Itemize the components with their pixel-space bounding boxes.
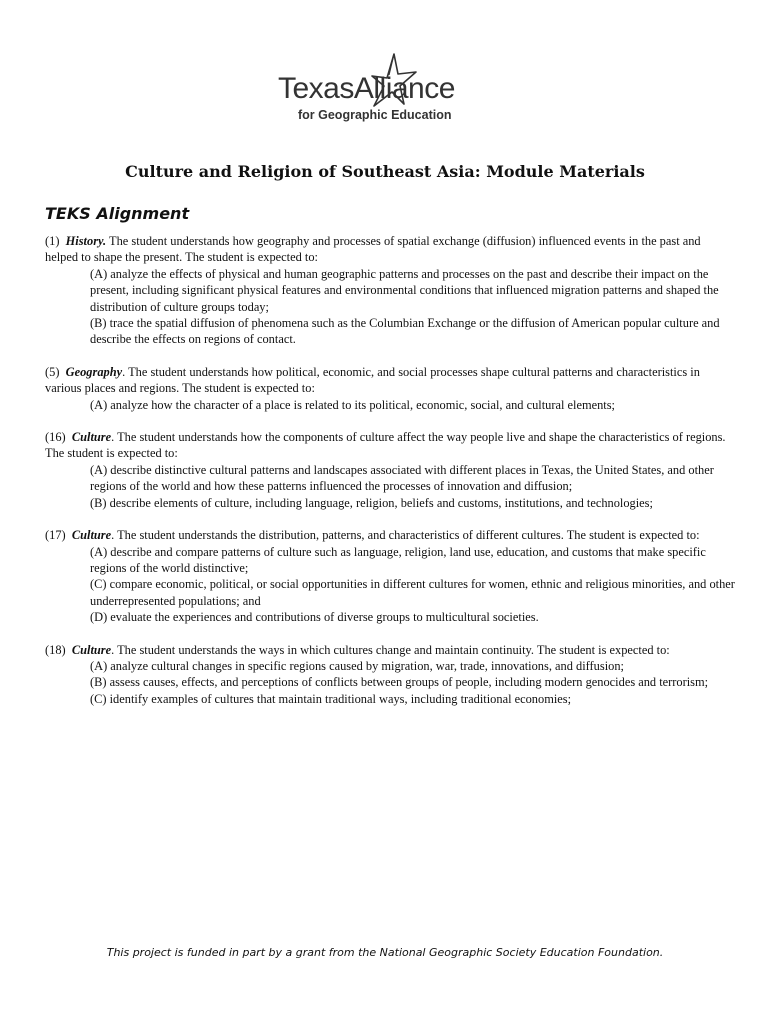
section-heading: TEKS Alignment [45,204,190,223]
standard-number: (1) [45,234,60,248]
standard-intro [45,429,735,462]
standard-intro [45,642,735,658]
funding-footer: This project is funded in part by a grant from the National Geographic Society Education Foundation. [106,946,664,959]
standard-label: Culture [71,430,112,445]
standard-item: (A) analyze how the character of a place is related to its political, economic, social, and cultural elements; [90,397,616,412]
standard-item: (A) analyze cultural changes in specific regions caused by migration, war, trade, innovations, and diffusion; [90,658,624,673]
standard-text: The student understands how geography and processes of spatial exchange (diffusion) influenced events in the past and helped to shape the present. The student is expected to: [45,234,701,265]
standard-16 [45,429,735,511]
standard-item: (C) compare economic, political, or social opportunities in different cultures for women, ethnic and religious minorities, and other underrepresented populations; and [90,577,735,608]
standard-18 [45,642,735,708]
standard-text: . The student understands the ways in which cultures change and maintain continuity. The student is expected to: [111,642,670,657]
standard-number: (16) [45,430,66,445]
standard-label: Culture [71,642,112,657]
standard-item: (A) describe and compare patterns of culture such as language, religion, land use, education, and customs that make specific regions of the world distinctive; [90,544,706,575]
standard-number: (18) [45,642,66,657]
logo-subtitle: for Geographic Education [298,108,452,122]
texas-alliance-logo [276,48,506,126]
page-title: Culture and Religion of Southeast Asia: Module Materials [125,162,645,181]
standard-item: (C) identify examples of cultures that maintain traditional ways, including traditional economies; [90,691,572,706]
standard-number: (5) [45,364,60,379]
standard-label: Geography [65,364,123,379]
standard-item: (A) analyze the effects of physical and human geographic patterns and processes on the past and describe their impact on the present, including significant physical features and environmental conditions that influenced migration patterns and shaped the distribution of culture groups today; [90,266,719,314]
standard-intro [45,364,735,397]
standard-item: (B) trace the spatial diffusion of phenomena such as the Columbian Exchange or the diffusion of American popular culture and describe the effects on regions of contact. [90,316,720,347]
standard-intro [45,527,735,543]
standard-label: Culture [71,528,112,543]
standard-item: (D) evaluate the experiences and contributions of diverse groups to multicultural societies. [90,610,539,625]
standard-text: . The student understands the distribution, patterns, and characteristics of different cultures. The student is expected to: [111,528,700,543]
standard-item: (B) describe elements of culture, including language, religion, beliefs and customs, institutions, and technologies; [90,495,653,510]
standard-1 [45,233,735,348]
standard-17 [45,527,735,625]
standard-5 [45,364,735,413]
logo-main-text: TexasAlliance [278,72,455,105]
standard-item: (B) assess causes, effects, and perceptions of conflicts between groups of people, including modern genocides and terrorism; [90,675,709,690]
teks-content [45,233,735,723]
standard-number: (17) [45,528,66,543]
standard-label: History. [65,234,107,248]
standard-text: . The student understands how the components of culture affect the way people live and shape the characteristics of regions. The student is expected to: [45,430,726,461]
standard-text: . The student understands how political, economic, and social processes shape cultural patterns and characteristics in various places and regions. The student is expected to: [45,364,700,396]
standard-intro [45,233,735,266]
standard-item: (A) describe distinctive cultural patterns and landscapes associated with different places in Texas, the United States, and other regions of the world and how these patterns influenced the processes of innovation and diffusion; [90,462,714,494]
